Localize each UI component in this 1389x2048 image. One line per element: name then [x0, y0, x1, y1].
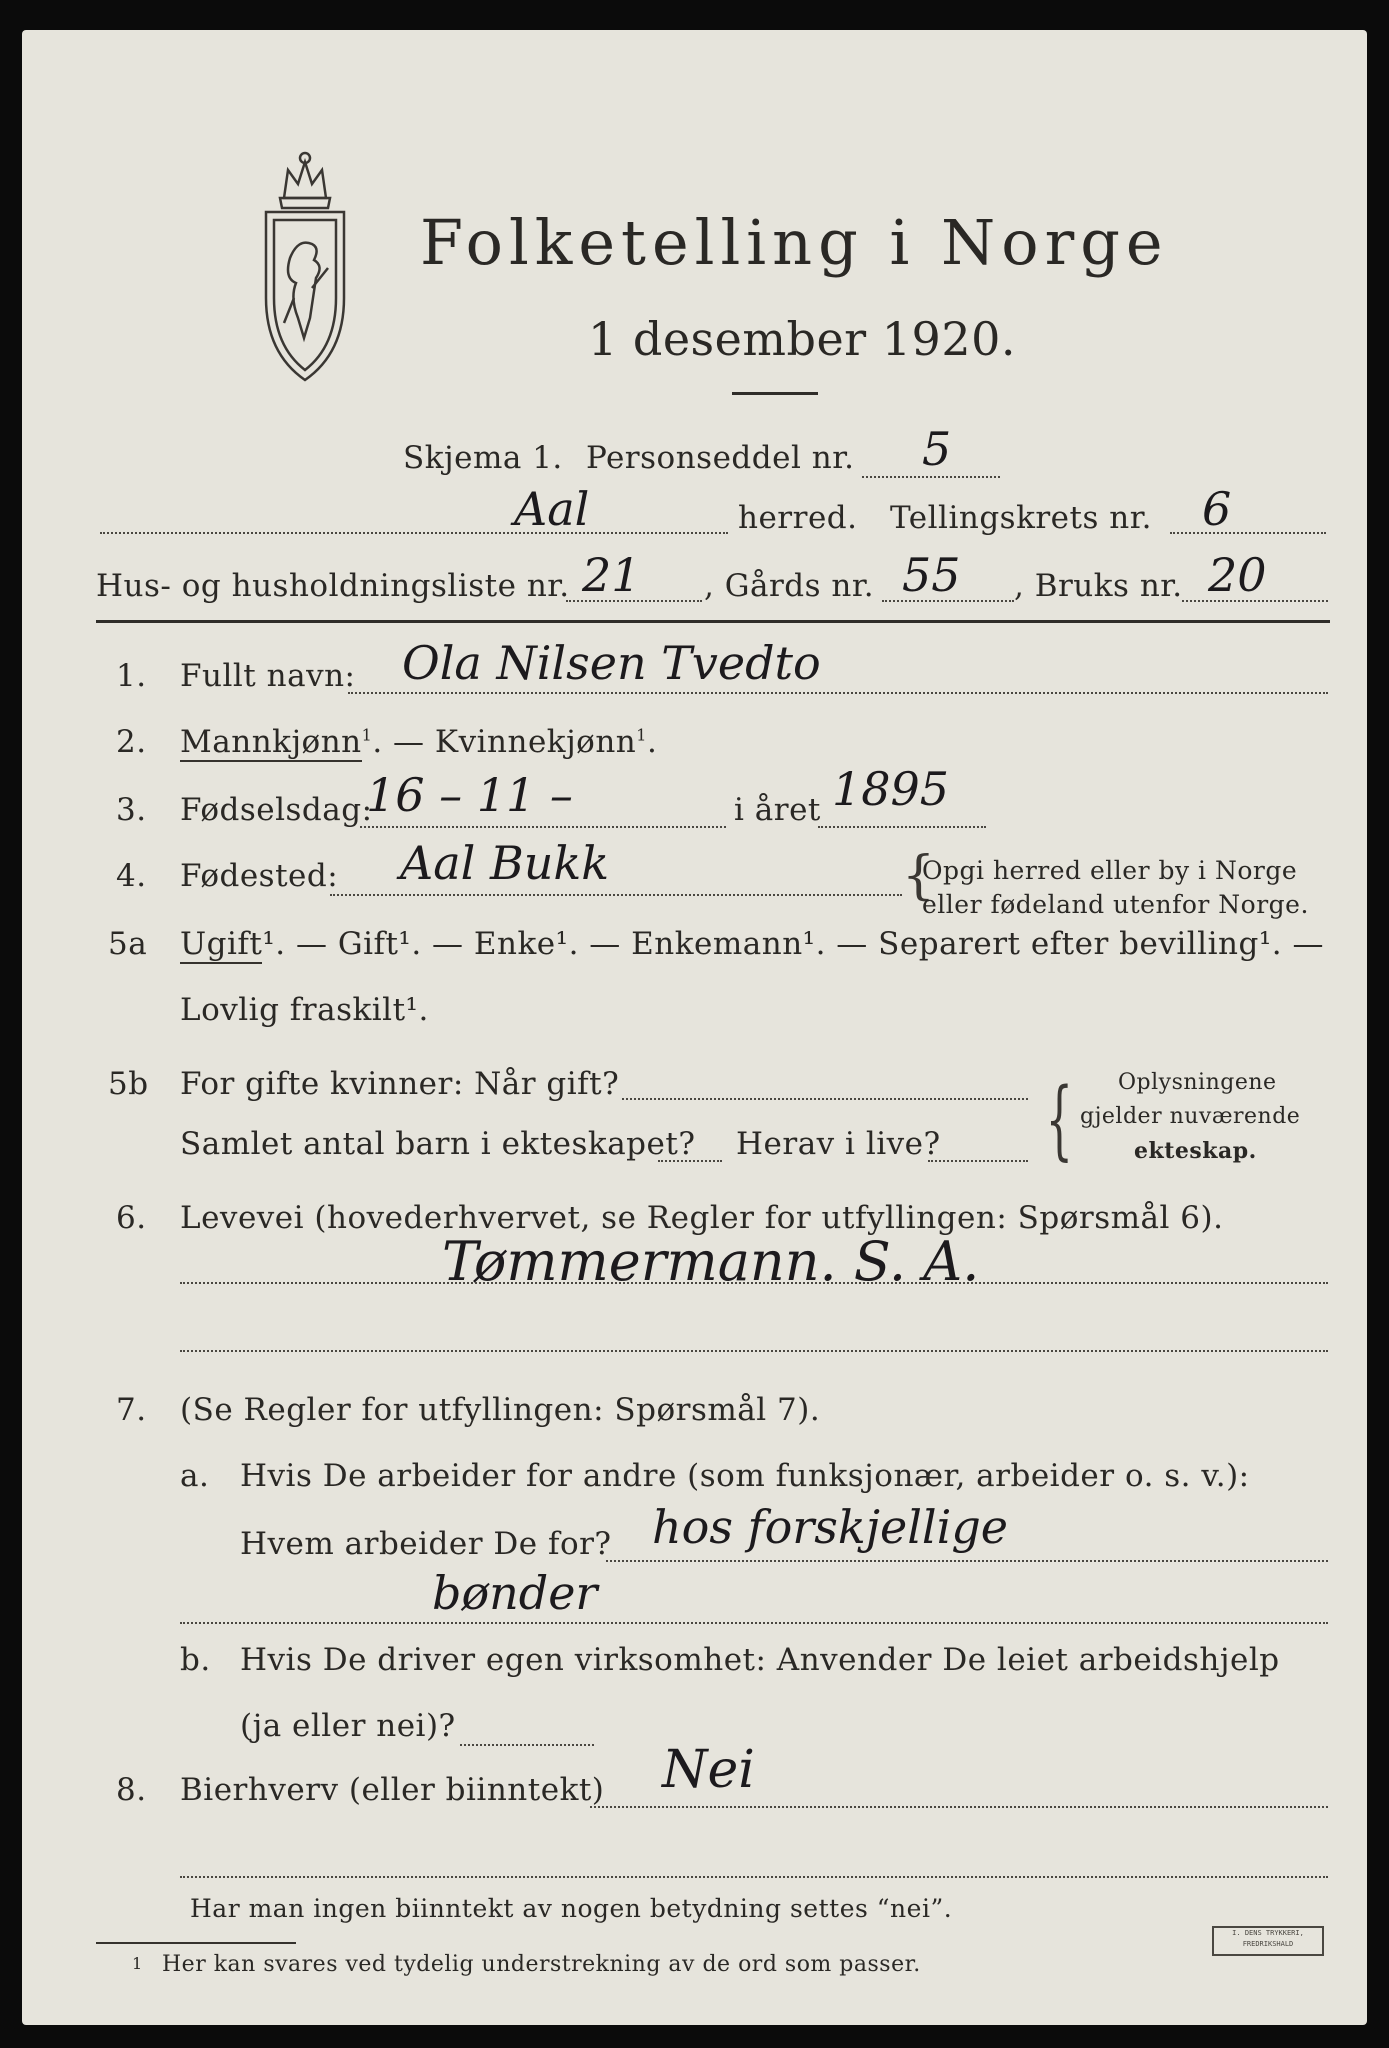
q4-label: Fødested: — [180, 858, 339, 894]
census-form — [22, 30, 1367, 2025]
q7a-line-1 — [606, 1560, 1328, 1562]
q7b-letter: b. — [180, 1642, 211, 1678]
q4-value: Aal Bukk — [400, 836, 610, 890]
q3-line — [360, 826, 726, 828]
q5a-ugift: Ugift — [180, 926, 263, 962]
q5a-number: 5a — [108, 926, 148, 962]
q5b-brace: { — [1045, 1070, 1074, 1170]
q7a-line-2 — [180, 1622, 1328, 1624]
herred-line — [100, 532, 728, 534]
q1-line — [348, 692, 1328, 694]
footnote-text: Her kan svares ved tydelig understrekning av de ord som passer. — [162, 1952, 921, 1977]
header-rule — [96, 620, 1330, 623]
q7b-line — [460, 1744, 594, 1746]
hus-value: 21 — [582, 548, 641, 602]
footnote-divider — [96, 1942, 296, 1944]
q5b-children-line — [658, 1160, 722, 1162]
q6-label: Levevei (hovederhvervet, se Regler for utfyllingen: Spørsmål 6). — [180, 1200, 1224, 1236]
herred-value: Aal — [514, 482, 590, 536]
gards-label: , Gårds nr. — [704, 568, 875, 604]
coat-of-arms-icon — [254, 148, 356, 388]
q2-female: Kvinnekjønn — [434, 724, 637, 760]
q7b-question: (ja eller nei)? — [240, 1708, 456, 1744]
q4-brace: { — [902, 846, 936, 906]
q5b-when-married: For gifte kvinner: Når gift? — [180, 1066, 620, 1102]
q2-footnote-mark-2: 1 — [636, 725, 647, 745]
q3-year-value: 1895 — [832, 762, 950, 816]
q5b-note-1: Oplysningene — [1118, 1070, 1277, 1095]
q3-year-label: i året — [734, 792, 821, 828]
q5b-note-2: gjelder nuværende — [1080, 1104, 1301, 1129]
q8-value: Nei — [662, 1740, 755, 1800]
q7-label: (Se Regler for utfyllingen: Spørsmål 7). — [180, 1392, 821, 1428]
skjema-label: Skjema 1. — [403, 440, 563, 476]
printer-stamp: I. DENS TRYKKERI, FREDRIKSHALD — [1212, 1926, 1324, 1956]
q5a-line-2: Lovlig fraskilt¹. — [180, 992, 429, 1028]
q7a-text: Hvis De arbeider for andre (som funksjonær, arbeider o. s. v.): — [240, 1458, 1250, 1494]
herred-label: herred. — [738, 500, 858, 536]
q3-value: 16 – 11 – — [366, 768, 573, 822]
gards-value: 55 — [902, 548, 961, 602]
q8-label: Bierhverv (eller biinntekt) — [180, 1772, 605, 1808]
tellingskrets-line — [1170, 532, 1326, 534]
q6-value: Tømmermann. S. A. — [442, 1230, 980, 1293]
footnote-number: 1 — [132, 1954, 143, 1973]
q2-dash: . — — [372, 724, 425, 760]
tellingskrets-label: Tellingskrets nr. — [890, 500, 1152, 536]
q5b-alive: Herav i live? — [736, 1126, 941, 1162]
personseddel-line — [862, 476, 1000, 478]
q7a-question: Hvem arbeider De for? — [240, 1526, 612, 1562]
q1-label: Fullt navn: — [180, 658, 356, 694]
q1-value: Ola Nilsen Tvedto — [402, 636, 821, 690]
q7a-value-2: bønder — [432, 1566, 598, 1620]
personseddel-label: Personseddel nr. — [586, 440, 855, 476]
hus-label: Hus- og husholdningsliste nr. — [96, 568, 570, 604]
q4-note-2: eller fødeland utenfor Norge. — [922, 890, 1309, 919]
q3-year-line — [818, 826, 986, 828]
q1-number: 1. — [116, 658, 147, 694]
bruks-label: , Bruks nr. — [1014, 568, 1183, 604]
q3-label: Fødselsdag: — [180, 792, 373, 828]
q2-footnote-mark-1: 1 — [361, 725, 373, 745]
personseddel-value: 5 — [922, 422, 952, 476]
form-title: Folketelling i Norge — [420, 206, 1169, 279]
title-divider — [732, 392, 818, 395]
q5a-rest: ¹. — Gift¹. — Enke¹. — Enkemann¹. — Separert efter bevilling¹. — — [262, 926, 1324, 962]
q4-note-1: Opgi herred eller by i Norge — [922, 856, 1298, 885]
q2-male: Mannkjønn — [180, 724, 362, 760]
bruks-value: 20 — [1208, 548, 1267, 602]
tellingskrets-value: 6 — [1202, 482, 1232, 536]
q4-number: 4. — [116, 858, 147, 894]
q2-options — [180, 724, 657, 760]
q3-number: 3. — [116, 792, 147, 828]
q7a-letter: a. — [180, 1458, 210, 1494]
q5b-note-3: ekteskap. — [1134, 1138, 1257, 1164]
q6-line-2 — [180, 1350, 1328, 1352]
q7-number: 7. — [116, 1392, 147, 1428]
q5a-options — [180, 926, 1324, 962]
q7b-text: Hvis De driver egen virksomhet: Anvender De leiet arbeidshjelp — [240, 1642, 1280, 1678]
q5b-number: 5b — [108, 1066, 149, 1102]
q8-line — [590, 1806, 1328, 1808]
q8-line-2 — [180, 1876, 1328, 1878]
q2-number: 2. — [116, 724, 147, 760]
q4-line — [330, 894, 902, 896]
q5b-children: Samlet antal barn i ekteskapet? — [180, 1126, 696, 1162]
q5b-when-line — [622, 1098, 1028, 1100]
q7a-value-1: hos forskjellige — [652, 1500, 1009, 1554]
no-income-note: Har man ingen biinntekt av nogen betydning settes “nei”. — [190, 1894, 953, 1923]
q6-number: 6. — [116, 1200, 147, 1236]
q2-end: . — [646, 724, 658, 760]
census-date: 1 desember 1920. — [588, 312, 1016, 366]
q5b-alive-line — [928, 1160, 1028, 1162]
q8-number: 8. — [116, 1772, 147, 1808]
